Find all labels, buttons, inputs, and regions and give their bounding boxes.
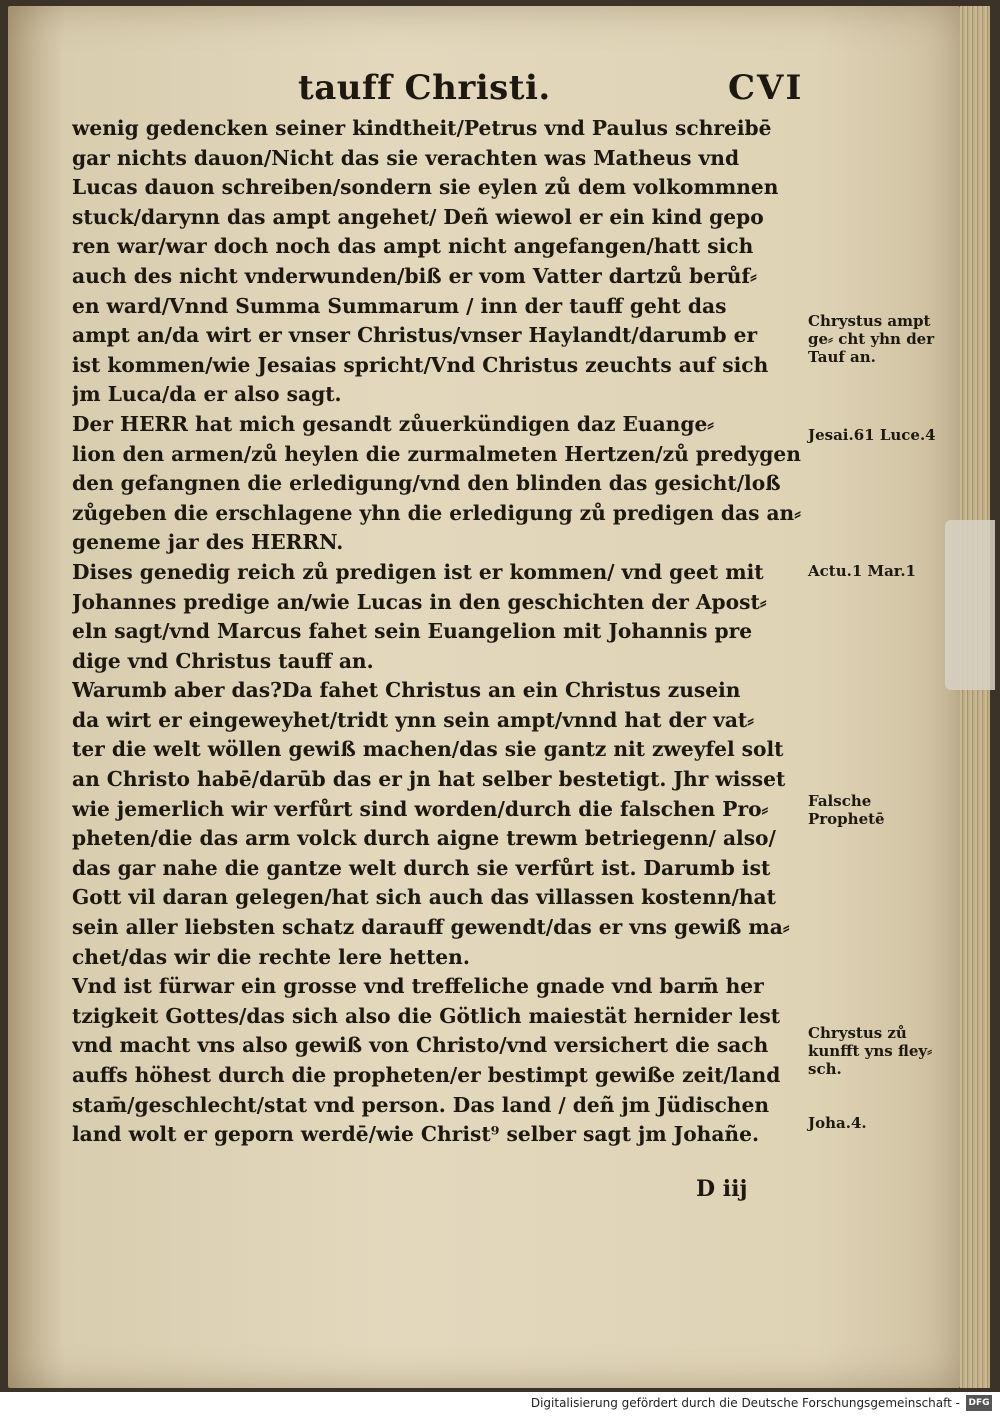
text-line: Lucas dauon schreiben/sondern sie eylen zů dem volkommnen: [72, 175, 779, 200]
text-line: tzigkeit Gottes/das sich also die Götlich maiestät hernider lest: [72, 1003, 781, 1028]
text-line: da wirt er eingeweyhet/tridt ynn sein ampt/vnnd hat der vat⸗: [72, 707, 754, 732]
margin-note-chrystus-zukunfft: Chrystus zů kunfft yns fley⸗ sch.: [808, 1024, 933, 1078]
text-line: vnd macht vns also gewiß von Christo/vnd versichert die sach: [72, 1033, 769, 1058]
margin-note-jesai-luce: Jesai.61 Luce.4: [808, 426, 936, 444]
text-line: ist kommen/wie Jesaias spricht/Vnd Christus zeuchts auf sich: [72, 352, 769, 377]
text-line: jm Luca/da er also sagt.: [72, 382, 342, 407]
text-line: chet/das wir die rechte lere hetten.: [72, 944, 470, 969]
running-head: tauff Christi.: [298, 68, 551, 108]
page-tab-marker: [945, 520, 995, 690]
text-line: gar nichts dauon/Nicht das sie verachten was Matheus vnd: [72, 145, 740, 170]
margin-note-chrystus-ampt: Chrystus ampt ge⸗ cht yhn der Tauf an.: [808, 312, 935, 366]
text-line: an Christo habē/darūb das er jn hat selber bestetigt. Jhr wisset: [72, 767, 786, 792]
text-line: Warumb aber das?Da fahet Christus an ein Christus zusein: [72, 678, 741, 703]
margin-note-joha: Joha.4.: [808, 1114, 867, 1132]
text-line: Vnd ist fürwar ein grosse vnd treffeliche gnade vnd barm̄ her: [72, 974, 764, 999]
text-line: den gefangnen die erledigung/vnd den blinden das gesicht/loß: [72, 471, 781, 496]
text-line: Dises genedig reich zů predigen ist er kommen/ vnd geet mit: [72, 559, 764, 584]
text-line: ter die welt wöllen gewiß machen/das sie gantz nit zweyfel solt: [72, 737, 784, 762]
margin-note-falsche-prophete: Falsche Prophetē: [808, 792, 885, 828]
text-line: zůgeben die erschlagene yhn die erledigung zů predigen das an⸗: [72, 500, 801, 525]
margin-note-actu-mar: Actu.1 Mar.1: [808, 562, 916, 580]
text-line: Der HERR hat mich gesandt zůuerkündigen daz Euange⸗: [72, 411, 715, 436]
text-line: pheten/die das arm volck durch aigne trewm betriegenn/ also/: [72, 826, 776, 851]
text-line: geneme jar des HERRN.: [72, 530, 344, 555]
text-line: wenig gedencken seiner kindtheit/Petrus vnd Paulus schreibē: [72, 116, 772, 140]
text-line: eln sagt/vnd Marcus fahet sein Euangelion mit Johannis pre: [72, 619, 753, 644]
folio-number: CVI: [728, 68, 804, 108]
footer-bar: [0, 1392, 1000, 1416]
text-line: stuck/darynn das ampt angehet/ Deñ wiewol er ein kind gepo: [72, 204, 764, 229]
text-line: auffs höhest durch die propheten/er bestimpt gewiße zeit/land: [72, 1063, 781, 1087]
page-header: [8, 68, 960, 116]
text-line: en ward/Vnnd Summa Summarum / inn der tauff geht das: [72, 293, 727, 318]
text-line: stam̄/geschlecht/stat vnd person. Das land / deñ jm Jüdischen: [72, 1092, 769, 1117]
book-page: [8, 6, 960, 1388]
text-line: ampt an/da wirt er vnser Christus/vnser Haylandt/darumb er: [72, 323, 758, 348]
dfg-logo: DFG: [966, 1395, 992, 1411]
text-line: Johannes predige an/wie Lucas in den geschichten der Apost⸗: [72, 589, 767, 614]
text-line: dige vnd Christus tauff an.: [72, 648, 374, 673]
text-line: land wolt er geporn werdē/wie Christ⁹ selber sagt jm Johañe.: [72, 1122, 759, 1147]
text-line: sein aller liebsten schatz darauff gewendt/das er vns gewiß ma⸗: [72, 915, 790, 940]
text-line: das gar nahe die gantze welt durch sie verfůrt ist. Darumb ist: [72, 855, 771, 880]
text-line: Gott vil daran gelegen/hat sich auch das villassen kostenn/hat: [72, 885, 776, 910]
footer-credit: Digitalisierung gefördert durch die Deutsche Forschungsgemeinschaft -: [530, 1396, 960, 1410]
signature-mark: D iij: [696, 1176, 748, 1202]
page-edge: [960, 6, 990, 1388]
text-line: auch des nicht vnderwunden/biß er vom Vatter dartzů berůf⸗: [72, 263, 757, 288]
text-line: wie jemerlich wir verfůrt sind worden/durch die falschen Pro⸗: [72, 796, 769, 821]
text-line: ren war/war doch noch das ampt nicht angefangen/hatt sich: [72, 234, 754, 259]
body-text: [72, 114, 802, 1150]
text-line: lion den armen/zů heylen die zurmalmeten Hertzen/zů predygen: [72, 441, 801, 466]
